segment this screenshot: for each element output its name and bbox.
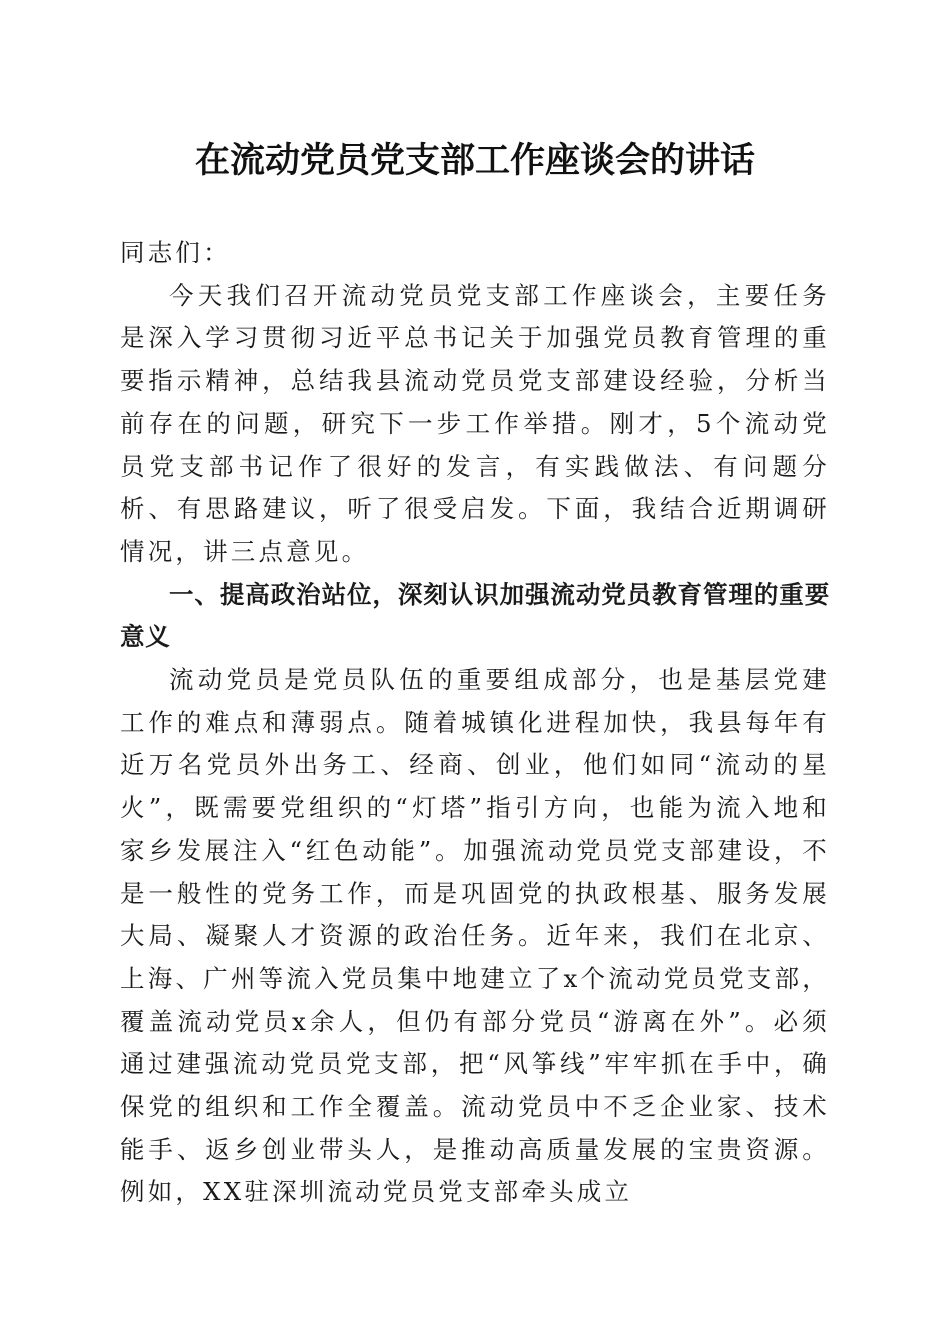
section-heading: 一、提高政治站位，深刻认识加强流动党员教育管理的重要意义 (120, 579, 830, 652)
intro-paragraph: 今天我们召开流动党员党支部工作座谈会，主要任务是深入学习贯彻习近平总书记关于加强党员教育管理的重要指示精神，总结我县流动党员党支部建设经验，分析当前存在的问题，研究下一步工作举措。刚才，5个流动党员党支部书记作了很好的发言，有实践做法、有问题分析、有思路建议，听了很受启发。下面，我结合近期调研情况，讲三点意见。 (120, 280, 830, 566)
document-title: 在流动党员党支部工作座谈会的讲话 (194, 140, 755, 181)
salutation: 同志们： (120, 238, 231, 267)
section-paragraph: 流动党员是党员队伍的重要组成部分，也是基层党建工作的难点和薄弱点。随着城镇化进程加快，我县每年有近万名党员外出务工、经商、创业，他们如同“流动的星火”，既需要党组织的“灯塔”指引方向，也能为流入地和家乡发展注入“红色动能”。加强流动党员党支部建设，不是一般性的党务工作，而是巩固党的执政根基、服务发展大局、凝聚人才资源的政治任务。近年来，我们在北京、上海、广州等流入党员集中地建立了x个流动党员党支部，覆盖流动党员x余人，但仍有部分党员“游离在外”。必须通过建强流动党员党支部，把“风筝线”牢牢抓在手中，确保党的组织和工作全覆盖。流动党员中不乏企业家、技术能手、返乡创业带头人，是推动高质量发展的宝贵资源。例如，XX驻深圳流动党员党支部牵头成立 (120, 665, 830, 1207)
document-body (120, 232, 830, 1214)
